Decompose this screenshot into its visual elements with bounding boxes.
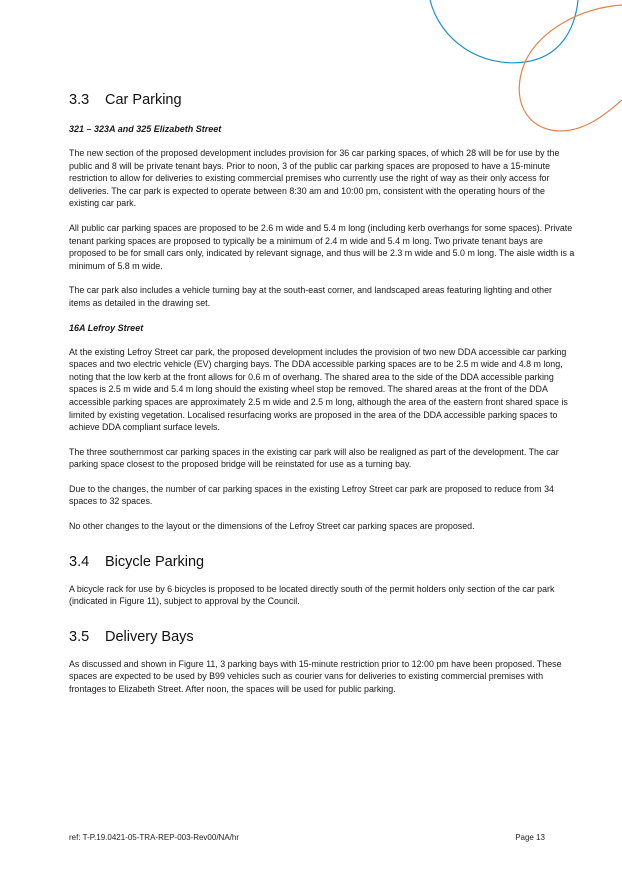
document-reference: ref: T-P.19.0421-05-TRA-REP-003-Rev00/NA/hr [69,833,240,842]
section-heading-3-3 [69,91,575,109]
document-body [69,91,575,696]
paragraph: The car park also includes a vehicle turning bay at the south-east corner, and landscaped areas featuring lighting and other items as detailed in the drawing set. [69,285,553,308]
paragraph: All public car parking spaces are proposed to be 2.6 m wide and 5.4 m long (including kerb overhangs for some spaces). Private tenant parking spaces are proposed to typically be a minimum of 2.4 m wide and 5.4 m long. Two private tenant bays are proposed to be for small cars only, indicated by relevant signage, and thus will be 2.3 m wide and 5.0 m long. The aisle width is a minimum of 5.8 m wide. [69,222,575,271]
section-title: Bicycle Parking [105,553,205,570]
subheading-lefroy-street: 16A Lefroy Street [69,322,144,333]
paragraph: A bicycle rack for use by 6 bicycles is proposed to be located directly south of the permit holders only section of the car park (indicated in Figure 11), subject to approval by the Council. [69,583,555,607]
section-number: 3.4 [69,553,90,570]
paragraph: Due to the changes, the number of car parking spaces in the existing Lefroy Street car park are proposed to reduce from 34 spaces to 32 spaces. [69,483,554,507]
section-title: Car Parking [105,92,182,108]
section-number: 3.3 [69,92,90,108]
section-heading-3-5 [69,628,575,646]
blue-arc [430,0,578,63]
paragraph: The three southernmost car parking spaces in the existing car park will also be realigned as part of the development. The car parking space closest to the proposed bridge will be reinstated for use as a turning bay. [69,446,559,470]
subheading-elizabeth-street: 321 – 323A and 325 Elizabeth Street [69,124,222,134]
paragraph: At the existing Lefroy Street car park, the proposed development includes the provision of two new DDA accessible car parking spaces and two electric vehicle (EV) charging bays. The DDA accessible parking spaces are to be 2.5 m wide and 4.8 m long, noting that the low kerb at the front allows for 0.6 m of overhang. The shared area to the side of the DDA accessible parking spaces is 2.5 m wide and 5.4 m long should the existing wheel stop be removed. The shared areas at the front of the DDA accessible parking spaces are approximately 2.5 m wide and 2.5 m long, although the area of the eastern front shared space is limited by existing vegetation. Localised resurfacing works are proposed in the area of the DDA accessible parking spaces to achieve DDA compliant surface levels. [69,346,568,433]
paragraph: No other changes to the layout or the dimensions of the Lefroy Street car parking spaces are proposed. [69,521,475,532]
page-number: Page 13 [515,833,545,842]
paragraph: The new section of the proposed development includes provision for 36 car parking spaces, of which 28 will be for use by the public and 8 will be private tenant bays. Prior to noon, 3 of the public car parking spaces are proposed to have a 15-minute restriction to allow for deliveries to existing commercial premises who currently use the right of way as their only access for deliveries. The car park is expected to operate between 8:30 am and 10:00 pm, consistent with the operating hours of the existing car park. [69,148,560,209]
section-title: Delivery Bays [105,628,194,645]
page-footer [69,833,545,843]
paragraph: As discussed and shown in Figure 11, 3 parking bays with 15-minute restriction prior to 12:00 pm have been proposed. These spaces are expected to be used by B99 vehicles such as courier vans for deliveries to existing commercial premises with frontages to Elizabeth Street. After noon, the spaces will be used for public parking. [69,658,562,695]
section-heading-3-4 [69,553,575,571]
section-number: 3.5 [69,628,90,645]
